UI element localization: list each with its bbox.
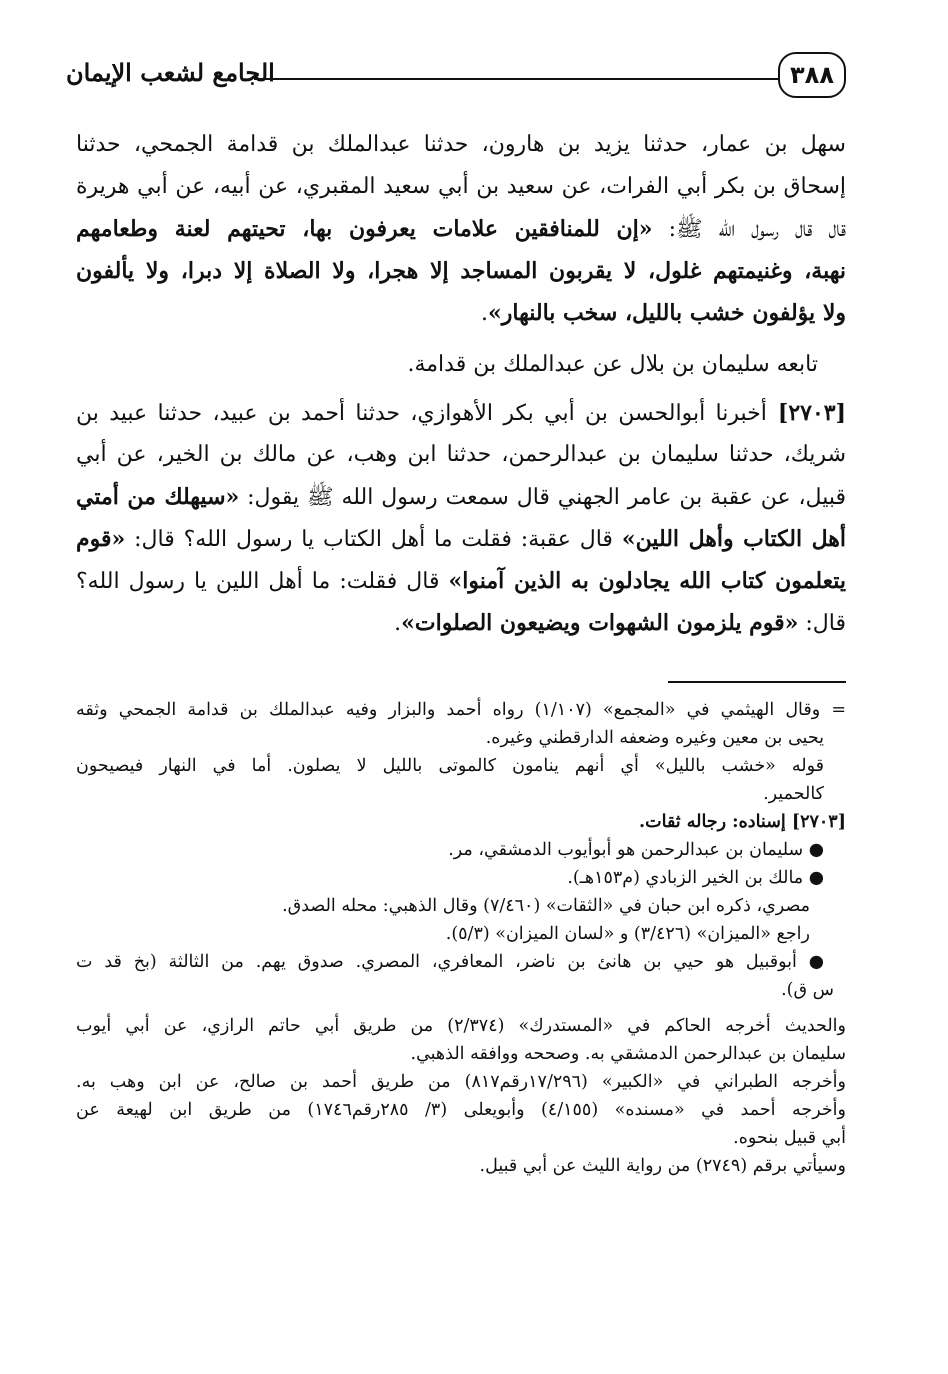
text-run: أخبرنا أبوالحسن بن أبي بكر الأهوازي، حدثنا أحمد بن عبيد، حدثنا عبيد بن xyxy=(76,401,767,426)
page-number: ٣٨٨ xyxy=(778,52,846,98)
text-run: = وقال الهيثمي في «المجمع» (١/١٠٧) رواه أحمد والبزار وفيه عبدالملك بن قدامة الجمحي وثقه xyxy=(76,700,846,720)
text-run: ● مالك بن الخير الزبادي (م١٥٣هـ). xyxy=(567,868,824,888)
footnote-line xyxy=(76,780,846,808)
text-run: قال: xyxy=(798,611,846,636)
footnote-line xyxy=(76,836,846,864)
text-run: وسيأتي برقم (٢٧٤٩) من رواية الليث عن أبي قبيل. xyxy=(479,1156,846,1176)
main-line xyxy=(76,250,846,292)
footnote-line xyxy=(76,724,846,752)
bold-text-run: [٢٧٠٣] إسناده: رجاله ثقات. xyxy=(639,812,846,832)
bold-text-run: [٢٧٠٣] xyxy=(766,400,846,426)
text-run: س ق). xyxy=(781,980,834,1000)
text-run: قال عقبة: فقلت ما أهل الكتاب يا رسول الله؟ قال: xyxy=(125,527,622,552)
bold-text-run: «إن للمنافقين علامات يعرفون بها، تحيتهم لعنة وطعامهم xyxy=(76,216,653,242)
bold-text-run: نهبة، وغنيمتهم غلول، لا يقربون المساجد إلا هجرا، ولا الصلاة إلا دبرا، ولا يألفون xyxy=(76,258,846,284)
text-run: قال فقلت: ما أهل اللين يا رسول الله؟ xyxy=(76,569,449,594)
text-run: ● سليمان بن عبدالرحمن هو أبوأيوب الدمشقي، مر. xyxy=(448,840,824,860)
bold-text-run: «قوم يلزمون الشهوات ويضيعون الصلوات» xyxy=(401,610,799,636)
main-line xyxy=(76,124,846,166)
bold-text-run: «قوم xyxy=(76,526,126,552)
footnote-line xyxy=(76,1040,846,1068)
footnote-line xyxy=(76,1152,846,1180)
text-run: والحديث أخرجه الحاكم في «المستدرك» (٢/٣٧٤) من طريق أبي حاتم الرازي، عن أبي أيوب xyxy=(76,1016,846,1036)
footnote-line xyxy=(76,976,846,1004)
footnote-line xyxy=(76,808,846,836)
bold-text-run: «سيهلك من أمتي xyxy=(76,484,240,510)
book-title: الجامع لشعب الإيمان xyxy=(66,58,275,87)
main-text xyxy=(76,124,846,644)
header-rule xyxy=(254,78,780,80)
main-line xyxy=(76,292,846,334)
text-run: مصري، ذكره ابن حبان في «الثقات» (٧/٤٦٠) وقال الذهبي: محله الصدق. xyxy=(282,896,810,916)
footnote-line xyxy=(76,1124,846,1152)
text-run: . xyxy=(394,611,402,636)
footnote-line xyxy=(76,920,846,948)
footnotes xyxy=(76,696,846,1180)
footnote-line xyxy=(76,892,846,920)
main-line xyxy=(76,434,846,476)
text-run: قال قال رسول الله ﷺ: xyxy=(652,217,846,242)
text-run: وأخرجه الطبراني في «الكبير» (١٧/٢٩٦رقم٨١٧) من طريق أحمد بن صالح، عن ابن وهب به. xyxy=(76,1072,846,1092)
text-run: أبي قبيل بنحوه. xyxy=(733,1128,846,1148)
footnote-line xyxy=(76,1068,846,1096)
text-run: شريك، حدثنا سليمان بن عبدالرحمن، حدثنا ابن وهب، عن مالك بن الخير، عن أبي xyxy=(76,442,846,467)
text-run: وأخرجه أحمد في «مسنده» (٤/١٥٥) وأبويعلى (٣/ ٢٨٥رقم١٧٤٦) من طريق ابن لهيعة عن xyxy=(76,1100,846,1120)
text-run: قبيل، عن عقبة بن عامر الجهني قال سمعت رسول الله ﷺ يقول: xyxy=(239,485,846,510)
text-run: سهل بن عمار، حدثنا يزيد بن هارون، حدثنا عبدالملك بن قدامة الجمحي، حدثنا xyxy=(76,132,846,157)
main-line xyxy=(76,344,846,386)
text-run: يحيى بن معين وغيره وضعفه الدارقطني وغيره. xyxy=(485,728,824,748)
text-run: قوله «خشب بالليل» أي أنهم ينامون كالموتى بالليل لا يصلون. أما في النهار فيصيحون xyxy=(76,756,824,776)
main-line xyxy=(76,560,846,602)
footnote-line xyxy=(76,1012,846,1040)
main-line xyxy=(76,476,846,518)
footnote-line xyxy=(76,948,846,976)
footnote-line xyxy=(76,752,846,780)
bold-text-run: أهل الكتاب وأهل اللين» xyxy=(621,526,846,552)
main-line xyxy=(76,166,846,208)
text-run: كالحمير. xyxy=(763,784,824,804)
text-run: سليمان بن عبدالرحمن الدمشقي به. وصححه ووافقه الذهبي. xyxy=(410,1044,846,1064)
text-run: راجع «الميزان» (٣/٤٢٦) و «لسان الميزان» (٥/٣). xyxy=(445,924,810,944)
footnote-line xyxy=(76,1096,846,1124)
main-line xyxy=(76,392,846,434)
main-line xyxy=(76,602,846,644)
main-line xyxy=(76,208,846,250)
text-run: . xyxy=(481,301,489,326)
bold-text-run: يتعلمون كتاب الله يجادلون به الذين آمنوا» xyxy=(448,568,846,594)
text-run: ● أبوقبيل هو حيي بن هانئ بن ناضر، المعافري، المصري. صدوق يهم. من الثالثة (بخ قد ت xyxy=(76,952,824,972)
page-header xyxy=(66,50,846,102)
text-run: إسحاق بن بكر أبي الفرات، عن سعيد بن أبي سعيد المقبري، عن أبيه، عن أبي هريرة xyxy=(76,174,846,199)
bold-text-run: ولا يؤلفون خشب بالليل، سخب بالنهار» xyxy=(488,300,846,326)
footnote-separator xyxy=(668,681,846,683)
footnote-line xyxy=(76,864,846,892)
text-run: تابعه سليمان بن بلال عن عبدالملك بن قدامة. xyxy=(407,352,818,377)
footnote-line xyxy=(76,696,846,724)
main-line xyxy=(76,518,846,560)
